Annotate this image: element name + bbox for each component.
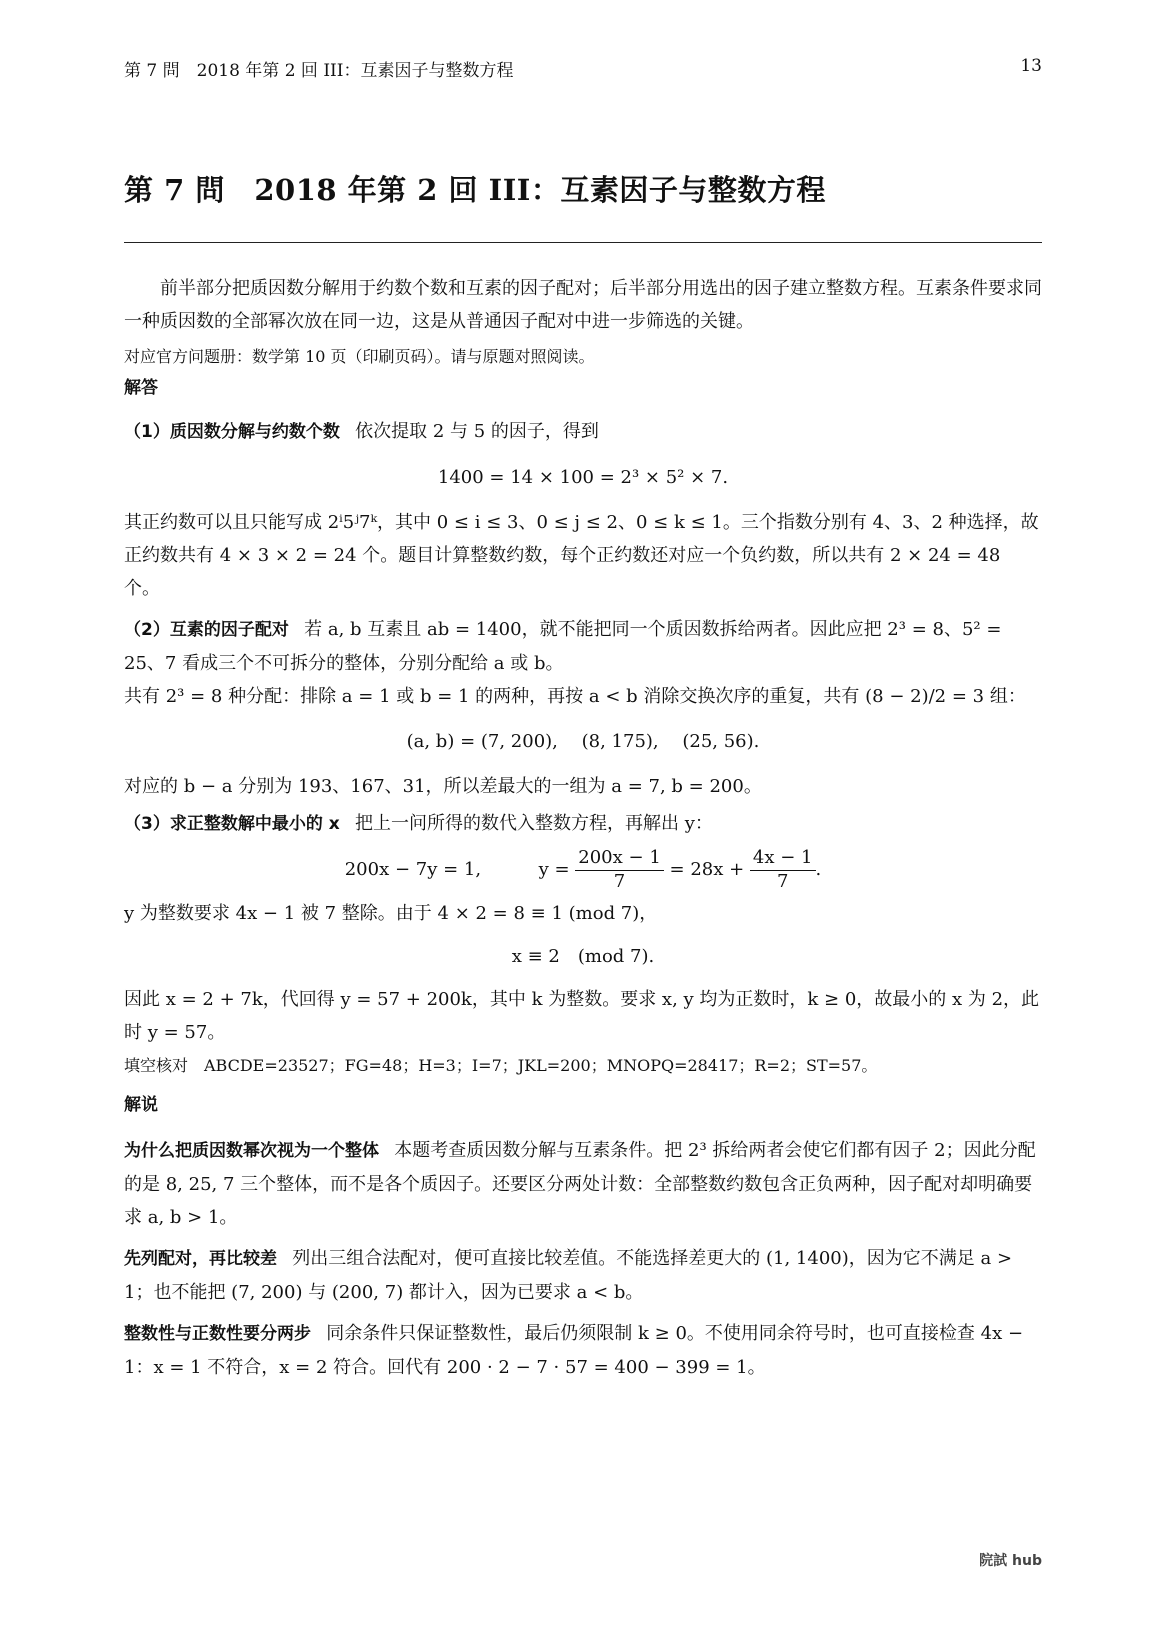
- part-2-line-2: 共有 2³ = 8 种分配：排除 a = 1 或 b = 1 的两种，再按 a < b 消除交换次序的重复，共有 (8 − 2)/2 = 3 组：: [124, 686, 1026, 707]
- fraction-1: [575, 847, 664, 893]
- explanation-item-1: [124, 1134, 1042, 1234]
- fraction-1-numerator: 200x − 1: [575, 847, 664, 871]
- footer-brand: 院試 hub: [979, 1553, 1042, 1569]
- eq-mid: = 28x +: [669, 859, 745, 880]
- fraction-1-denominator: 7: [613, 870, 626, 892]
- fraction-2-denominator: 7: [776, 870, 789, 892]
- explanation-item-3-heading: 整数性与正数性要分两步: [124, 1324, 311, 1344]
- equation-pairs: (a, b) = (7, 200), (8, 175), (25, 56).: [406, 731, 760, 752]
- intro-paragraph: 前半部分把质因数分解用于约数个数和互素的因子配对；后半部分用选出的因子建立整数方程。互素条件要求同一种质因数的全部幂次放在同一边，这是从普通因子配对中进一步筛选的关键。: [124, 278, 1042, 332]
- equation-congruence: x ≡ 2 (mod 7).: [511, 946, 655, 967]
- part-3-heading: （3）求正整数解中最小的 x: [124, 814, 340, 834]
- explanation-item-2: [124, 1242, 1042, 1309]
- fill-in-check: 填空核对 ABCDE=23527；FG=48；H=3；I=7；JKL=200；MNOPQ=28417；R=2；ST=57。: [124, 1056, 878, 1075]
- answer-part-2: [124, 613, 1042, 680]
- explanation-item-1-body: 本题考查质因数分解与互素条件。把 2³ 拆给两者会使它们都有因子 2；因此分配的是 8, 25, 7 三个整体，而不是各个质因子。还要区分两处计数：全部整数约数包含正负两种，因子配对却明确要求 a, b > 1。: [124, 1140, 1036, 1228]
- fraction-2: [750, 847, 816, 893]
- part-1-lead: 依次提取 2 与 5 的因子，得到: [355, 421, 599, 442]
- answer-heading: 解答: [124, 378, 158, 398]
- answer-part-1: [124, 415, 1042, 449]
- running-title: 第 7 問 2018 年第 2 回 III：互素因子与整数方程: [124, 61, 514, 81]
- title-divider: [124, 242, 1042, 243]
- equation-diophantine: [124, 847, 1042, 893]
- reference-note: 对应官方问题册：数学第 10 页（印刷页码）。请与原题对照阅读。: [124, 347, 595, 366]
- eq-left: 200x − 7y = 1,: [344, 859, 482, 880]
- document-page: [124, 0, 1042, 1638]
- explanation-item-2-body: 列出三组合法配对，便可直接比较差值。不能选择差更大的 (1, 1400)，因为它不满足 a > 1；也不能把 (7, 200) 与 (200, 7) 都计入，因为已要求 a < b。: [124, 1248, 1013, 1303]
- eq-y: y =: [538, 859, 570, 880]
- part-2-heading: （2）互素的因子配对: [124, 620, 289, 640]
- explanation-item-3-body: 同余条件只保证整数性，最后仍须限制 k ≥ 0。不使用同余符号时，也可直接检查 4x − 1：x = 1 不符合，x = 2 符合。回代有 200 · 2 − 7 · 57 = 400 − 399 = 1。: [124, 1323, 1024, 1378]
- page-title: 第 7 問 2018 年第 2 回 III：互素因子与整数方程: [124, 173, 826, 207]
- page-number: 13: [1020, 56, 1042, 76]
- fraction-2-numerator: 4x − 1: [750, 847, 816, 871]
- explanation-item-1-heading: 为什么把质因数幂次视为一个整体: [124, 1141, 379, 1161]
- answer-part-3: [124, 807, 1042, 841]
- main-content: [124, 272, 1042, 1384]
- eq-end: .: [815, 859, 822, 880]
- part-2-conclusion: 对应的 b − a 分别为 193、167、31，所以差最大的一组为 a = 7, b = 200。: [124, 776, 762, 797]
- explanation-heading: 解说: [124, 1095, 158, 1115]
- part-1-heading: （1）质因数分解与约数个数: [124, 422, 340, 442]
- part-2-lead: 若 a, b 互素且 ab = 1400，就不能把同一个质因数拆给两者。因此应把 2³ = 8、5² = 25、7 看成三个不可拆分的整体，分别分配给 a 或 b。: [124, 619, 1002, 674]
- explanation-item-3: [124, 1317, 1042, 1384]
- running-header: [124, 56, 1042, 81]
- part-3-lead: 把上一问所得的数代入整数方程，再解出 y：: [355, 813, 713, 834]
- part-3-body: 因此 x = 2 + 7k，代回得 y = 57 + 200k，其中 k 为整数。要求 x, y 均为正数时，k ≥ 0，故最小的 x 为 2，此时 y = 57。: [124, 989, 1040, 1043]
- part-3-line-2: y 为整数要求 4x − 1 被 7 整除。由于 4 × 2 = 8 ≡ 1 (mod 7)，: [124, 903, 658, 924]
- explanation-item-2-heading: 先列配对，再比较差: [124, 1249, 277, 1269]
- equation-factorization: 1400 = 14 × 100 = 2³ × 5² × 7.: [437, 467, 729, 488]
- part-1-body: 其正约数可以且只能写成 2ⁱ5ʲ7ᵏ，其中 0 ≤ i ≤ 3、0 ≤ j ≤ 2、0 ≤ k ≤ 1。三个指数分别有 4、3、2 种选择，故正约数共有 4 × 3 × 2 = 24 个。题目计算整数约数，每个正约数还对应一个负约数，所以共有 2 × 24 = 48 个。: [124, 512, 1039, 599]
